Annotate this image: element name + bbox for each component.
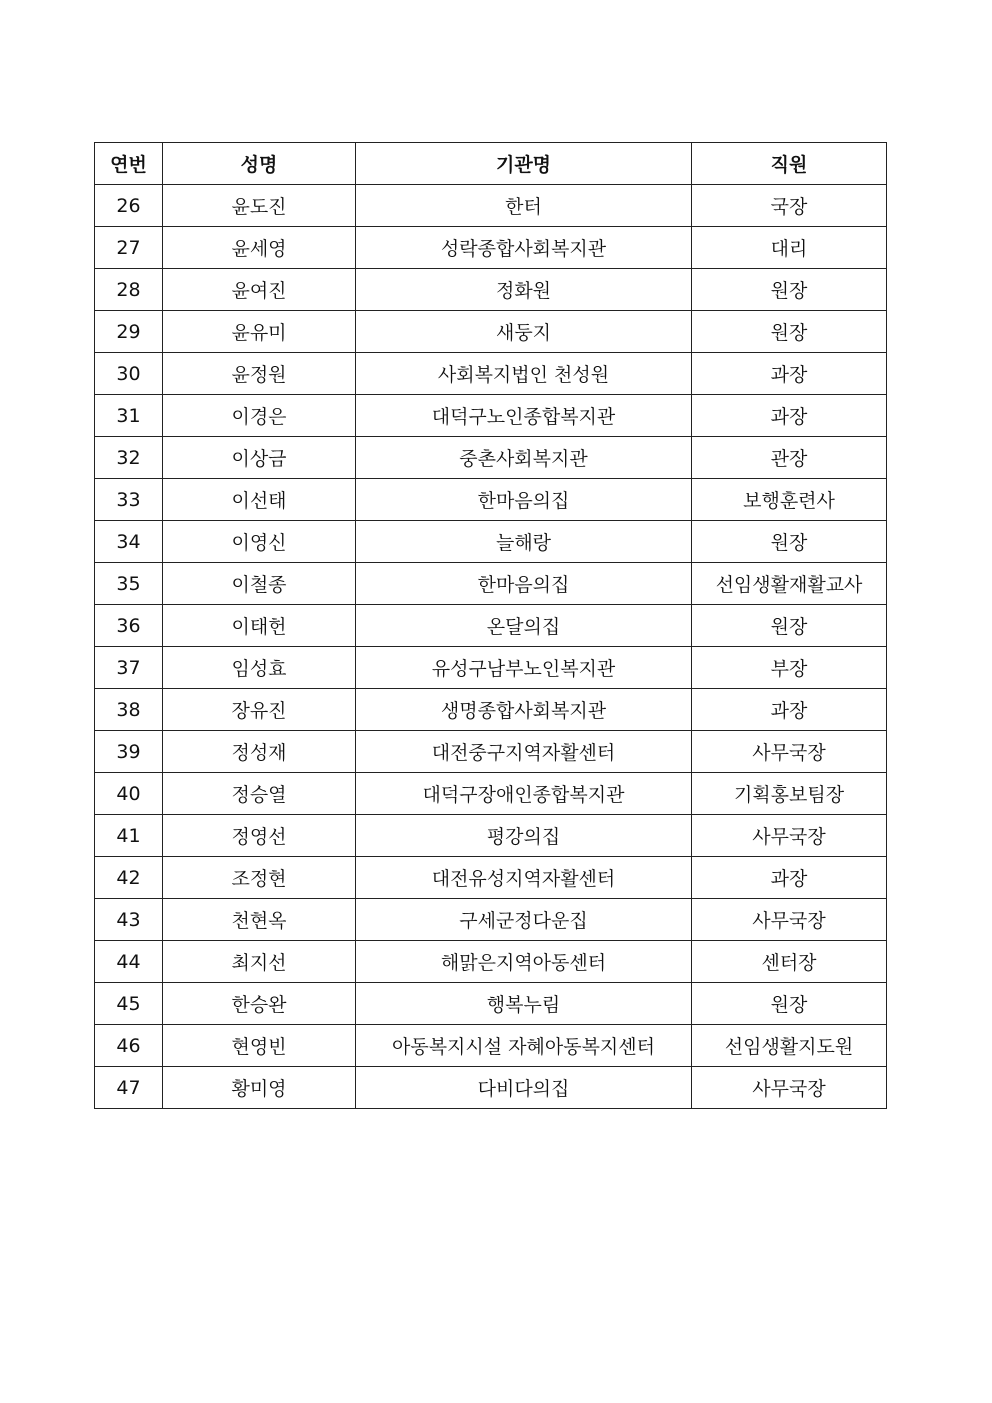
cell-organization: 유성구남부노인복지관 (356, 647, 692, 689)
table-row (95, 353, 887, 395)
table-row (95, 815, 887, 857)
cell-number: 36 (95, 605, 163, 647)
table-row (95, 731, 887, 773)
cell-name: 최지선 (163, 941, 356, 983)
cell-number: 45 (95, 983, 163, 1025)
cell-number: 44 (95, 941, 163, 983)
header-organization: 기관명 (356, 143, 692, 185)
cell-position: 원장 (692, 605, 887, 647)
table-row (95, 773, 887, 815)
cell-name: 정승열 (163, 773, 356, 815)
cell-number: 43 (95, 899, 163, 941)
cell-name: 한승완 (163, 983, 356, 1025)
table-row (95, 941, 887, 983)
cell-position: 대리 (692, 227, 887, 269)
cell-name: 이영신 (163, 521, 356, 563)
cell-name: 윤도진 (163, 185, 356, 227)
header-position: 직원 (692, 143, 887, 185)
cell-name: 이태헌 (163, 605, 356, 647)
cell-name: 이철종 (163, 563, 356, 605)
cell-position: 원장 (692, 311, 887, 353)
cell-name: 정성재 (163, 731, 356, 773)
cell-organization: 대덕구장애인종합복지관 (356, 773, 692, 815)
cell-organization: 온달의집 (356, 605, 692, 647)
cell-position: 보행훈련사 (692, 479, 887, 521)
cell-number: 38 (95, 689, 163, 731)
cell-number: 28 (95, 269, 163, 311)
table-row (95, 227, 887, 269)
cell-number: 47 (95, 1067, 163, 1109)
cell-name: 장유진 (163, 689, 356, 731)
cell-position: 선임생활재활교사 (692, 563, 887, 605)
cell-position: 사무국장 (692, 815, 887, 857)
cell-organization: 구세군정다운집 (356, 899, 692, 941)
cell-position: 센터장 (692, 941, 887, 983)
cell-organization: 중촌사회복지관 (356, 437, 692, 479)
table-row (95, 185, 887, 227)
cell-name: 이선태 (163, 479, 356, 521)
cell-position: 선임생활지도원 (692, 1025, 887, 1067)
table-header-row (95, 143, 887, 185)
table-row (95, 857, 887, 899)
cell-number: 39 (95, 731, 163, 773)
cell-organization: 새둥지 (356, 311, 692, 353)
cell-number: 32 (95, 437, 163, 479)
cell-name: 조정현 (163, 857, 356, 899)
cell-number: 33 (95, 479, 163, 521)
table-body (95, 185, 887, 1109)
cell-name: 정영선 (163, 815, 356, 857)
cell-number: 40 (95, 773, 163, 815)
cell-position: 원장 (692, 521, 887, 563)
cell-organization: 사회복지법인 천성원 (356, 353, 692, 395)
cell-organization: 생명종합사회복지관 (356, 689, 692, 731)
cell-number: 29 (95, 311, 163, 353)
table-row (95, 605, 887, 647)
cell-number: 37 (95, 647, 163, 689)
cell-name: 이상금 (163, 437, 356, 479)
table-row (95, 983, 887, 1025)
table-row (95, 437, 887, 479)
table-row (95, 1025, 887, 1067)
cell-organization: 아동복지시설 자혜아동복지센터 (356, 1025, 692, 1067)
table-row (95, 647, 887, 689)
cell-name: 이경은 (163, 395, 356, 437)
cell-number: 26 (95, 185, 163, 227)
cell-name: 천현옥 (163, 899, 356, 941)
cell-name: 현영빈 (163, 1025, 356, 1067)
cell-name: 윤정원 (163, 353, 356, 395)
cell-position: 과장 (692, 395, 887, 437)
cell-position: 기획홍보팀장 (692, 773, 887, 815)
cell-organization: 성락종합사회복지관 (356, 227, 692, 269)
cell-organization: 한터 (356, 185, 692, 227)
cell-organization: 대전유성지역자활센터 (356, 857, 692, 899)
cell-position: 관장 (692, 437, 887, 479)
cell-number: 42 (95, 857, 163, 899)
cell-name: 윤유미 (163, 311, 356, 353)
cell-name: 임성효 (163, 647, 356, 689)
cell-number: 41 (95, 815, 163, 857)
cell-organization: 한마음의집 (356, 479, 692, 521)
cell-organization: 대덕구노인종합복지관 (356, 395, 692, 437)
cell-organization: 다비다의집 (356, 1067, 692, 1109)
cell-name: 윤세영 (163, 227, 356, 269)
cell-position: 국장 (692, 185, 887, 227)
cell-organization: 한마음의집 (356, 563, 692, 605)
header-number: 연번 (95, 143, 163, 185)
cell-organization: 정화원 (356, 269, 692, 311)
table-row (95, 689, 887, 731)
cell-organization: 대전중구지역자활센터 (356, 731, 692, 773)
cell-organization: 평강의집 (356, 815, 692, 857)
cell-position: 사무국장 (692, 731, 887, 773)
cell-position: 과장 (692, 353, 887, 395)
header-name: 성명 (163, 143, 356, 185)
cell-name: 윤여진 (163, 269, 356, 311)
cell-position: 과장 (692, 857, 887, 899)
table-row (95, 899, 887, 941)
cell-number: 35 (95, 563, 163, 605)
cell-number: 27 (95, 227, 163, 269)
cell-position: 사무국장 (692, 899, 887, 941)
cell-position: 과장 (692, 689, 887, 731)
cell-number: 34 (95, 521, 163, 563)
table-row (95, 1067, 887, 1109)
table-row (95, 521, 887, 563)
staff-table (94, 142, 887, 1109)
cell-number: 30 (95, 353, 163, 395)
cell-organization: 행복누림 (356, 983, 692, 1025)
cell-organization: 늘해랑 (356, 521, 692, 563)
cell-organization: 해맑은지역아동센터 (356, 941, 692, 983)
cell-position: 원장 (692, 269, 887, 311)
table-row (95, 395, 887, 437)
table-row (95, 269, 887, 311)
cell-name: 황미영 (163, 1067, 356, 1109)
cell-number: 31 (95, 395, 163, 437)
cell-position: 사무국장 (692, 1067, 887, 1109)
cell-position: 원장 (692, 983, 887, 1025)
table-row (95, 563, 887, 605)
cell-position: 부장 (692, 647, 887, 689)
table-row (95, 311, 887, 353)
cell-number: 46 (95, 1025, 163, 1067)
table-row (95, 479, 887, 521)
